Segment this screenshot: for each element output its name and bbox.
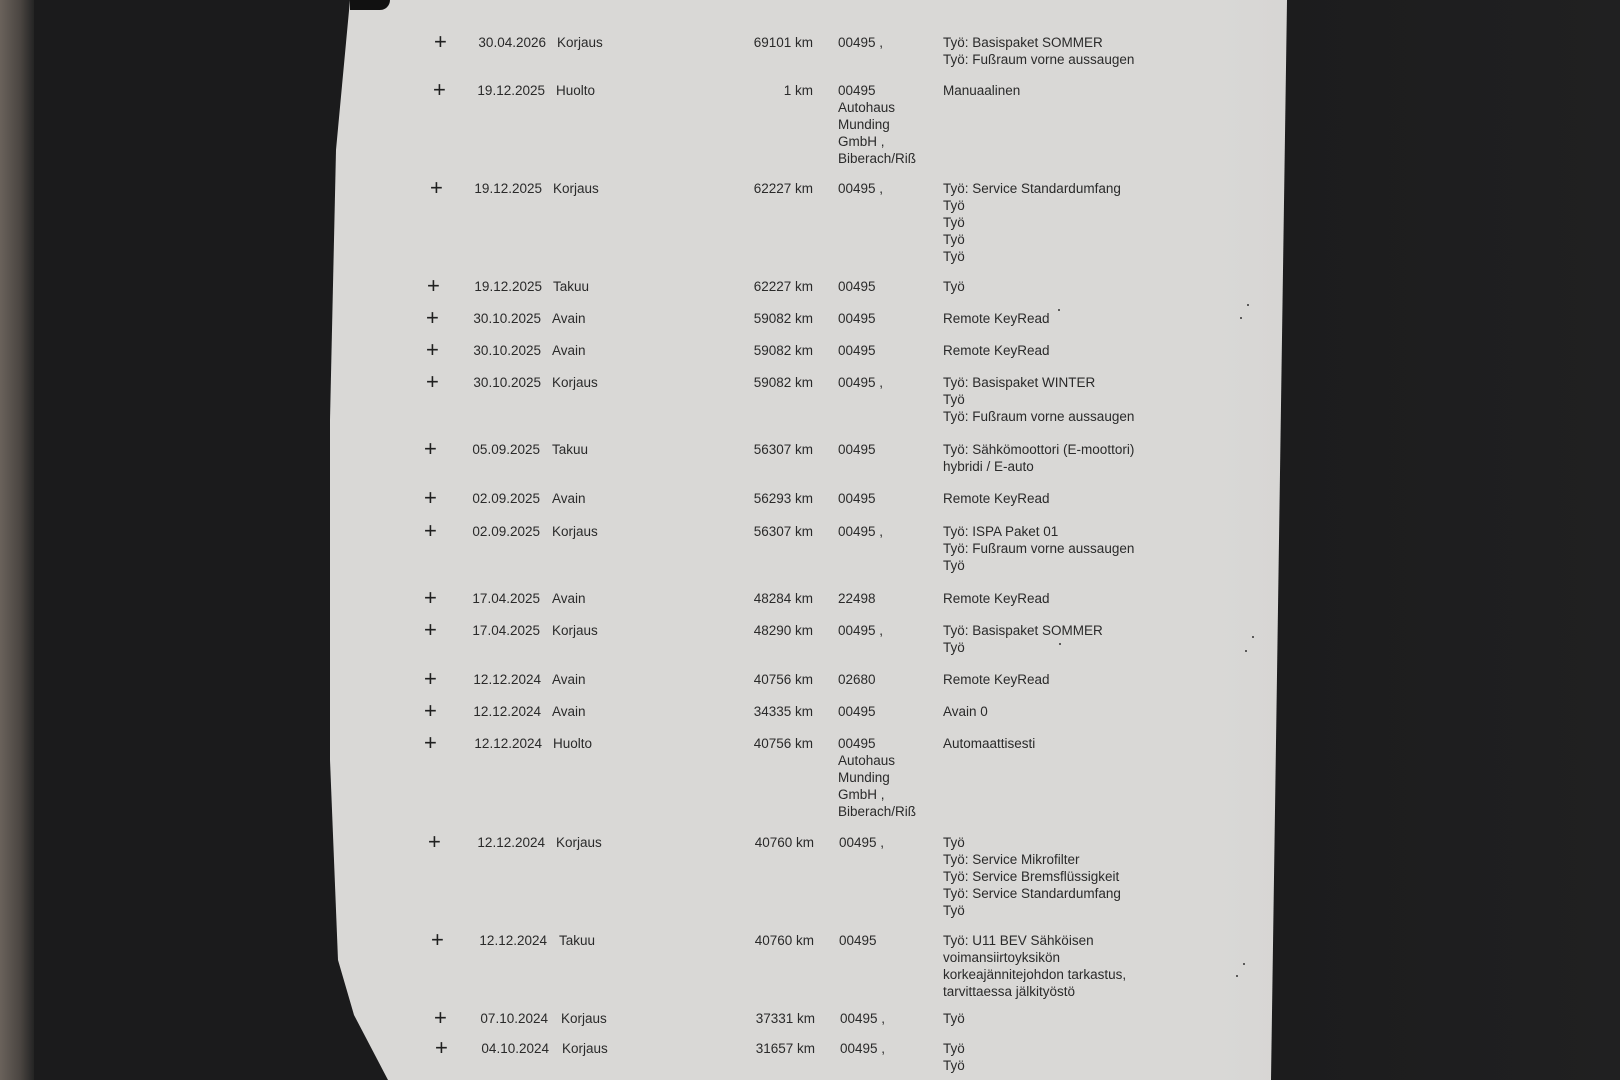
entry-dealer-code: [838, 735, 916, 820]
entry-date: 19.12.2025: [474, 279, 542, 294]
entry-description: [943, 932, 1126, 1000]
expand-plus-icon[interactable]: +: [435, 1035, 448, 1060]
entry-type: Korjaus: [557, 35, 603, 50]
entry-date: 04.10.2024: [481, 1041, 549, 1056]
description-line: Työ: [943, 835, 965, 850]
description-line: Työ: [943, 215, 965, 230]
description-line: Työ: Basispaket SOMMER: [943, 35, 1103, 50]
description-line: Työ: Fußraum vorne aussaugen: [943, 409, 1135, 424]
expand-plus-icon[interactable]: +: [427, 273, 440, 298]
description-line: Työ: Service Standardumfang: [943, 886, 1121, 901]
expand-plus-icon[interactable]: +: [430, 175, 443, 200]
entry-dealer-code: [838, 342, 876, 359]
description-line: Työ: ISPA Paket 01: [943, 524, 1059, 539]
entry-dealer-code: [838, 671, 876, 688]
entry-description: [943, 735, 1035, 752]
description-line: Työ: U11 BEV Sähköisen: [943, 933, 1094, 948]
dealer-code-line: 00495: [838, 736, 876, 751]
description-line: Työ: [943, 1041, 965, 1056]
expand-plus-icon[interactable]: +: [424, 666, 437, 691]
dealer-code-line: 22498: [838, 591, 876, 606]
entry-date: 12.12.2024: [479, 933, 547, 948]
entry-date: 02.09.2025: [472, 524, 540, 539]
entry-mileage: 48290 km: [753, 623, 813, 638]
expand-plus-icon[interactable]: +: [431, 927, 444, 952]
entry-date: 30.04.2026: [478, 35, 546, 50]
entry-type: Korjaus: [561, 1011, 607, 1026]
entry-type: Huolto: [556, 83, 596, 98]
dealer-code-line: 00495 ,: [839, 835, 885, 850]
dealer-code-line: 00495 ,: [840, 1011, 886, 1026]
entry-type: Avain: [552, 591, 586, 606]
description-line: Työ: [943, 232, 965, 247]
entry-mileage: 40756 km: [753, 672, 813, 687]
entry-date: 17.04.2025: [472, 623, 540, 638]
entry-type: Korjaus: [552, 524, 598, 539]
entry-dealer-code: [840, 1010, 885, 1027]
description-line: Työ: [943, 198, 965, 213]
description-line: Remote KeyRead: [943, 591, 1050, 606]
description-line: Työ: [943, 1058, 965, 1073]
expand-plus-icon[interactable]: +: [424, 730, 437, 755]
entry-date: 30.10.2025: [473, 343, 541, 358]
entry-description: [943, 703, 988, 720]
entry-description: [943, 490, 1050, 507]
entry-type: Korjaus: [556, 835, 602, 850]
description-line: Avain 0: [943, 704, 988, 719]
paper-speck: [1252, 636, 1254, 638]
entry-mileage: 40760 km: [754, 835, 814, 850]
expand-plus-icon[interactable]: +: [424, 436, 437, 461]
entry-type: Korjaus: [562, 1041, 608, 1056]
entry-type: Korjaus: [552, 623, 598, 638]
dealer-code-line: 00495 ,: [838, 623, 884, 638]
description-line: tarvittaessa jälkityöstö: [943, 984, 1076, 999]
description-line: Työ: Service Bremsflüssigkeit: [943, 869, 1120, 884]
expand-plus-icon[interactable]: +: [426, 369, 439, 394]
description-line: Työ: [943, 1011, 965, 1026]
expand-plus-icon[interactable]: +: [434, 1005, 447, 1030]
entry-type: Korjaus: [552, 375, 598, 390]
entry-type: Avain: [552, 704, 586, 719]
dealer-code-line: Munding: [838, 770, 890, 785]
entry-mileage: 40760 km: [754, 933, 814, 948]
entry-description: [943, 834, 1121, 919]
dealer-code-line: Biberach/Riß: [838, 151, 917, 166]
entry-type: Avain: [552, 311, 586, 326]
dealer-code-line: 00495 ,: [838, 35, 884, 50]
description-line: Työ: Sähkömoottori (E-moottori): [943, 442, 1135, 457]
description-line: Remote KeyRead: [943, 491, 1050, 506]
description-line: Työ: Fußraum vorne aussaugen: [943, 541, 1135, 556]
entry-mileage: 59082 km: [753, 375, 813, 390]
entry-date: 12.12.2024: [477, 835, 545, 850]
expand-plus-icon[interactable]: +: [428, 829, 441, 854]
dealer-code-line: 00495 ,: [840, 1041, 886, 1056]
entry-description: [943, 342, 1050, 359]
entry-description: [943, 180, 1121, 265]
entry-mileage: 69101 km: [753, 35, 813, 50]
entry-date: 05.09.2025: [472, 442, 540, 457]
entry-mileage: 34335 km: [753, 704, 813, 719]
entry-dealer-code: [838, 622, 883, 639]
entry-mileage: 62227 km: [753, 279, 813, 294]
description-line: Työ: Service Mikrofilter: [943, 852, 1080, 867]
dealer-code-line: Autohaus: [838, 753, 896, 768]
description-line: Manuaalinen: [943, 83, 1021, 98]
entry-description: [943, 82, 1020, 99]
description-line: Työ: Basispaket SOMMER: [943, 623, 1103, 638]
entry-mileage: 56307 km: [753, 442, 813, 457]
paper-speck: [1059, 643, 1061, 645]
description-line: Työ: [943, 640, 965, 655]
entry-date: 19.12.2025: [477, 83, 545, 98]
entry-date: 30.10.2025: [473, 311, 541, 326]
entry-dealer-code: [838, 180, 883, 197]
entry-type: Takuu: [553, 279, 590, 294]
entry-description: [943, 590, 1050, 607]
dealer-code-line: Munding: [838, 117, 890, 132]
dealer-code-line: 00495 ,: [838, 524, 884, 539]
dealer-code-line: 00495: [838, 442, 876, 457]
expand-plus-icon[interactable]: +: [424, 585, 437, 610]
entry-mileage: 62227 km: [753, 181, 813, 196]
dealer-code-line: Autohaus: [838, 100, 896, 115]
entry-dealer-code: [838, 523, 883, 540]
entry-mileage: 31657 km: [755, 1041, 815, 1056]
entry-mileage: 37331 km: [755, 1011, 815, 1026]
entry-type: Korjaus: [553, 181, 599, 196]
expand-plus-icon[interactable]: +: [434, 29, 447, 54]
entry-description: [943, 671, 1050, 688]
entry-mileage: 59082 km: [753, 343, 813, 358]
background-right: [1280, 0, 1620, 1080]
expand-plus-icon[interactable]: +: [424, 698, 437, 723]
entry-date: 19.12.2025: [474, 181, 542, 196]
entry-dealer-code: [840, 1040, 885, 1057]
entry-description: [943, 1040, 965, 1074]
entry-type: Huolto: [553, 736, 593, 751]
description-line: voimansiirtoyksikön: [943, 950, 1061, 965]
description-line: Työ: [943, 903, 965, 918]
entry-date: 07.10.2024: [480, 1011, 548, 1026]
entry-dealer-code: [838, 590, 876, 607]
description-line: Työ: Service Standardumfang: [943, 181, 1121, 196]
entry-mileage: 1 km: [783, 83, 813, 98]
description-line: Työ: Basispaket WINTER: [943, 375, 1096, 390]
entry-type: Takuu: [552, 442, 589, 457]
dealer-code-line: 00495 ,: [838, 181, 884, 196]
entry-description: [943, 310, 1050, 327]
description-line: Työ: Fußraum vorne aussaugen: [943, 52, 1135, 67]
dealer-code-line: GmbH ,: [838, 787, 885, 802]
dealer-code-line: 00495: [838, 311, 876, 326]
expand-plus-icon[interactable]: +: [426, 337, 439, 362]
entry-dealer-code: [839, 834, 884, 851]
entry-type: Avain: [552, 672, 586, 687]
dealer-code-line: 00495: [838, 343, 876, 358]
description-line: hybridi / E-auto: [943, 459, 1034, 474]
entry-date: 12.12.2024: [473, 672, 541, 687]
entry-description: [943, 523, 1134, 574]
description-line: Remote KeyRead: [943, 311, 1050, 326]
entry-type: Avain: [552, 491, 586, 506]
entry-mileage: 56307 km: [753, 524, 813, 539]
entry-type: Avain: [552, 343, 586, 358]
dealer-code-line: 00495: [838, 491, 876, 506]
description-line: Työ: [943, 249, 965, 264]
description-line: Remote KeyRead: [943, 672, 1050, 687]
dealer-code-line: Biberach/Riß: [838, 804, 917, 819]
description-line: Automaattisesti: [943, 736, 1036, 751]
entry-description: [943, 441, 1134, 475]
entry-mileage: 48284 km: [753, 591, 813, 606]
description-line: korkeajännitejohdon tarkastus,: [943, 967, 1127, 982]
entry-description: [943, 374, 1134, 425]
paper-speck: [1236, 975, 1238, 977]
entry-dealer-code: [838, 34, 883, 51]
entry-type: Takuu: [559, 933, 596, 948]
entry-description: [943, 278, 965, 295]
expand-plus-icon[interactable]: +: [426, 305, 439, 330]
description-line: Työ: [943, 392, 965, 407]
entry-description: [943, 622, 1103, 656]
entry-mileage: 59082 km: [753, 311, 813, 326]
paper-speck: [1240, 317, 1242, 319]
paper-corner-shadow: [350, 0, 390, 10]
expand-plus-icon[interactable]: +: [433, 77, 446, 102]
dealer-code-line: 00495 ,: [838, 375, 884, 390]
dealer-code-line: 00495: [839, 933, 877, 948]
description-line: Työ: [943, 558, 965, 573]
entry-dealer-code: [838, 703, 876, 720]
dealer-code-line: GmbH ,: [838, 134, 885, 149]
entry-date: 30.10.2025: [473, 375, 541, 390]
entry-dealer-code: [838, 374, 883, 391]
background-left-edge: [0, 0, 34, 1080]
dealer-code-line: 02680: [838, 672, 876, 687]
entry-date: 17.04.2025: [472, 591, 540, 606]
dealer-code-line: 00495: [838, 279, 876, 294]
entry-dealer-code: [838, 490, 876, 507]
entry-date: 12.12.2024: [474, 736, 542, 751]
dealer-code-line: 00495: [838, 704, 876, 719]
entry-description: [943, 34, 1134, 68]
entry-dealer-code: [838, 82, 916, 167]
expand-plus-icon[interactable]: +: [424, 617, 437, 642]
entry-dealer-code: [838, 278, 876, 295]
expand-plus-icon[interactable]: +: [424, 485, 437, 510]
entry-dealer-code: [838, 310, 876, 327]
entry-mileage: 56293 km: [753, 491, 813, 506]
entry-date: 12.12.2024: [473, 704, 541, 719]
description-line: Remote KeyRead: [943, 343, 1050, 358]
entry-dealer-code: [838, 441, 876, 458]
paper-speck: [1245, 650, 1247, 652]
paper-speck: [1058, 309, 1060, 311]
entry-mileage: 40756 km: [753, 736, 813, 751]
paper-speck: [1243, 963, 1245, 965]
expand-plus-icon[interactable]: +: [424, 518, 437, 543]
description-line: Työ: [943, 279, 965, 294]
paper-speck: [1247, 304, 1249, 306]
dealer-code-line: 00495: [838, 83, 876, 98]
entry-dealer-code: [839, 932, 877, 949]
entry-description: [943, 1010, 965, 1027]
entry-date: 02.09.2025: [472, 491, 540, 506]
